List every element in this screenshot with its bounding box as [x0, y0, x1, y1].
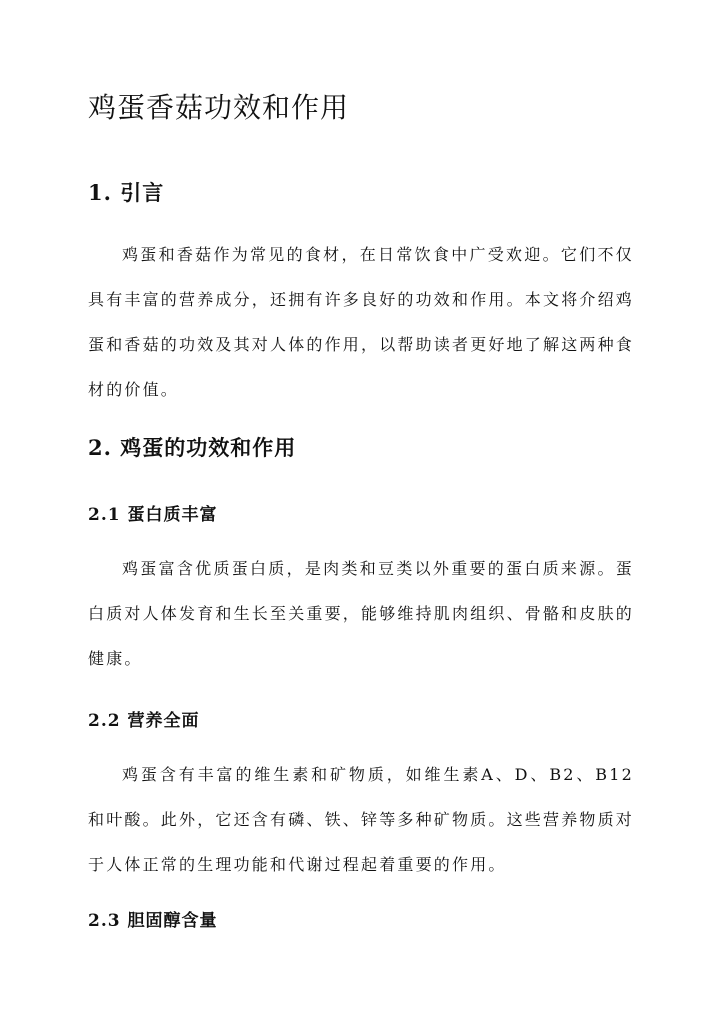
protein-paragraph: 鸡蛋富含优质蛋白质，是肉类和豆类以外重要的蛋白质来源。蛋白质对人体发育和生长至关重要，能够维持肌肉组织、骨骼和皮肤的健康。	[88, 559, 635, 668]
introduction-paragraph: 鸡蛋和香菇作为常见的食材，在日常饮食中广受欢迎。它们不仅具有丰富的营养成分，还拥有许多良好的功效和作用。本文将介绍鸡蛋和香菇的功效及其对人体的作用，以帮助读者更好地了解这两种食材的价值。	[88, 245, 635, 399]
subsection-heading-cholesterol: 2.3 胆固醇含量	[88, 911, 218, 931]
subsection-heading-protein: 2.1 蛋白质丰富	[88, 505, 218, 525]
nutrition-paragraph: 鸡蛋含有丰富的维生素和矿物质，如维生素A、D、B2、B12和叶酸。此外，它还含有磷、铁、锌等多种矿物质。这些营养物质对于人体正常的生理功能和代谢过程起着重要的作用。	[88, 765, 635, 874]
section-heading-introduction: 1. 引言	[88, 180, 165, 205]
document-title: 鸡蛋香菇功效和作用	[88, 91, 350, 124]
section-heading-egg-benefits: 2. 鸡蛋的功效和作用	[88, 435, 297, 460]
subsection-heading-nutrition: 2.2 营养全面	[88, 711, 200, 731]
